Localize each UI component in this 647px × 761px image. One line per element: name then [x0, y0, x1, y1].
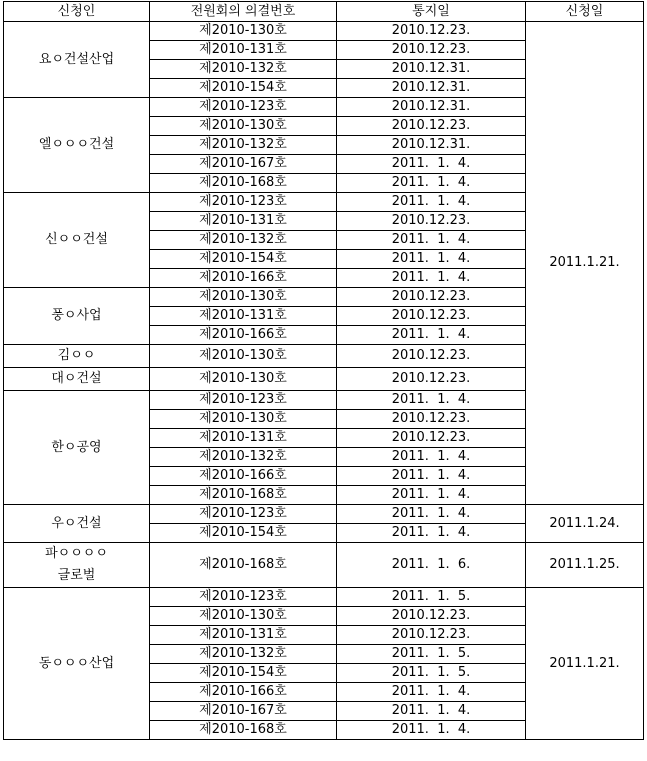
resolution-no-cell: 제2010-131호 [150, 212, 337, 231]
header-application-date: 신청일 [526, 2, 644, 22]
notice-date-cell: 2011. 1. 4. [337, 448, 526, 467]
resolution-no-cell: 제2010-168호 [150, 543, 337, 588]
notice-date-cell: 2011. 1. 5. [337, 645, 526, 664]
notice-date-cell: 2010.12.31. [337, 60, 526, 79]
application-date-cell: 2011.1.21. [526, 22, 644, 505]
resolution-no-cell: 제2010-154호 [150, 79, 337, 98]
notice-date-cell: 2010.12.23. [337, 41, 526, 60]
notice-date-cell: 2011. 1. 4. [337, 326, 526, 345]
applicant-name: 김ㅇㅇ [57, 348, 96, 363]
resolution-no-cell: 제2010-130호 [150, 288, 337, 307]
resolution-no-cell: 제2010-132호 [150, 136, 337, 155]
notice-date-cell: 2011. 1. 4. [337, 721, 526, 740]
notice-date-cell: 2011. 1. 4. [337, 683, 526, 702]
resolution-no-cell: 제2010-123호 [150, 391, 337, 410]
notice-date-cell: 2011. 1. 4. [337, 174, 526, 193]
notice-date-cell: 2010.12.23. [337, 626, 526, 645]
applicant-name: 동ㅇㅇㅇ산업 [38, 655, 115, 671]
applicant-name: 대ㅇ건설 [51, 371, 102, 386]
applicant-name: 우ㅇ건설 [51, 515, 102, 531]
table-row [4, 588, 644, 607]
applicant-name: 신ㅇㅇ건설 [45, 232, 108, 247]
resolution-no-cell: 제2010-130호 [150, 22, 337, 41]
table-row [4, 543, 644, 588]
notice-date-cell: 2011. 1. 4. [337, 524, 526, 543]
applicant-cell [4, 193, 150, 288]
notice-date-cell: 2010.12.23. [337, 429, 526, 448]
notice-date-cell: 2010.12.23. [337, 307, 526, 326]
resolution-no-cell: 제2010-130호 [150, 117, 337, 136]
applicant-cell [4, 98, 150, 193]
applicant-cell [4, 505, 150, 543]
resolution-no-cell: 제2010-154호 [150, 664, 337, 683]
resolution-no-cell: 제2010-166호 [150, 683, 337, 702]
resolution-no-cell: 제2010-131호 [150, 41, 337, 60]
notice-date-cell: 2010.12.23. [337, 410, 526, 429]
resolution-no-cell: 제2010-168호 [150, 486, 337, 505]
notice-date-cell: 2011. 1. 4. [337, 155, 526, 174]
resolution-no-cell: 제2010-131호 [150, 429, 337, 448]
resolution-no-cell: 제2010-166호 [150, 326, 337, 345]
notice-date-cell: 2011. 1. 4. [337, 231, 526, 250]
notice-date-cell: 2011. 1. 4. [337, 467, 526, 486]
resolution-table [3, 1, 644, 740]
resolution-no-cell: 제2010-130호 [150, 368, 337, 391]
applicant-cell [4, 588, 150, 740]
notice-date-cell: 2010.12.31. [337, 98, 526, 117]
notice-date-cell: 2011. 1. 4. [337, 391, 526, 410]
notice-date-cell: 2011. 1. 4. [337, 269, 526, 288]
resolution-no-cell: 제2010-123호 [150, 98, 337, 117]
resolution-no-cell: 제2010-132호 [150, 448, 337, 467]
table-row [4, 505, 644, 524]
header-applicant: 신청인 [4, 2, 150, 22]
resolution-no-cell: 제2010-167호 [150, 702, 337, 721]
notice-date-cell: 2011. 1. 4. [337, 702, 526, 721]
notice-date-cell: 2010.12.23. [337, 345, 526, 368]
resolution-no-cell: 제2010-131호 [150, 307, 337, 326]
resolution-no-cell: 제2010-167호 [150, 155, 337, 174]
resolution-no-cell: 제2010-166호 [150, 269, 337, 288]
resolution-no-cell: 제2010-130호 [150, 410, 337, 429]
applicant-name: 파ㅇㅇㅇㅇ [45, 546, 108, 561]
applicant-cell [4, 345, 150, 368]
applicant-name: 글로벌 [57, 568, 96, 583]
table-body [4, 22, 644, 740]
notice-date-cell: 2010.12.23. [337, 288, 526, 307]
header-row [4, 2, 644, 22]
notice-date-cell: 2011. 1. 5. [337, 664, 526, 683]
resolution-no-cell: 제2010-154호 [150, 250, 337, 269]
resolution-no-cell: 제2010-123호 [150, 193, 337, 212]
applicant-cell [4, 368, 150, 391]
resolution-no-cell: 제2010-130호 [150, 607, 337, 626]
applicant-name: 한ㅇ공영 [51, 439, 102, 455]
application-date-cell: 2011.1.24. [526, 505, 644, 543]
table-row [4, 22, 644, 41]
applicant-cell [4, 391, 150, 505]
notice-date-cell: 2010.12.23. [337, 212, 526, 231]
notice-date-cell: 2011. 1. 4. [337, 250, 526, 269]
applicant-cell [4, 543, 150, 588]
resolution-no-cell: 제2010-132호 [150, 645, 337, 664]
notice-date-cell: 2010.12.23. [337, 368, 526, 391]
resolution-no-cell: 제2010-168호 [150, 174, 337, 193]
notice-date-cell: 2011. 1. 4. [337, 505, 526, 524]
resolution-no-cell: 제2010-123호 [150, 505, 337, 524]
resolution-no-cell: 제2010-123호 [150, 588, 337, 607]
applicant-name: 풍ㅇ사업 [51, 308, 102, 323]
header-notice-date: 통지일 [337, 2, 526, 22]
resolution-no-cell: 제2010-130호 [150, 345, 337, 368]
applicant-cell [4, 22, 150, 98]
header-resolution-no: 전원회의 의결번호 [150, 2, 337, 22]
resolution-no-cell: 제2010-166호 [150, 467, 337, 486]
applicant-name: 요ㅇ건설산업 [38, 51, 115, 67]
notice-date-cell: 2011. 1. 4. [337, 193, 526, 212]
resolution-no-cell: 제2010-168호 [150, 721, 337, 740]
notice-date-cell: 2010.12.23. [337, 117, 526, 136]
resolution-no-cell: 제2010-132호 [150, 60, 337, 79]
resolution-no-cell: 제2010-132호 [150, 231, 337, 250]
notice-date-cell: 2011. 1. 5. [337, 588, 526, 607]
notice-date-cell: 2010.12.31. [337, 79, 526, 98]
notice-date-cell: 2011. 1. 4. [337, 486, 526, 505]
notice-date-cell: 2010.12.23. [337, 22, 526, 41]
notice-date-cell: 2010.12.23. [337, 607, 526, 626]
application-date-cell: 2011.1.25. [526, 543, 644, 588]
applicant-name: 엘ㅇㅇㅇ건설 [38, 137, 115, 152]
resolution-no-cell: 제2010-154호 [150, 524, 337, 543]
notice-date-cell: 2010.12.31. [337, 136, 526, 155]
applicant-cell [4, 288, 150, 345]
application-date-cell: 2011.1.21. [526, 588, 644, 740]
resolution-no-cell: 제2010-131호 [150, 626, 337, 645]
notice-date-cell: 2011. 1. 6. [337, 543, 526, 588]
